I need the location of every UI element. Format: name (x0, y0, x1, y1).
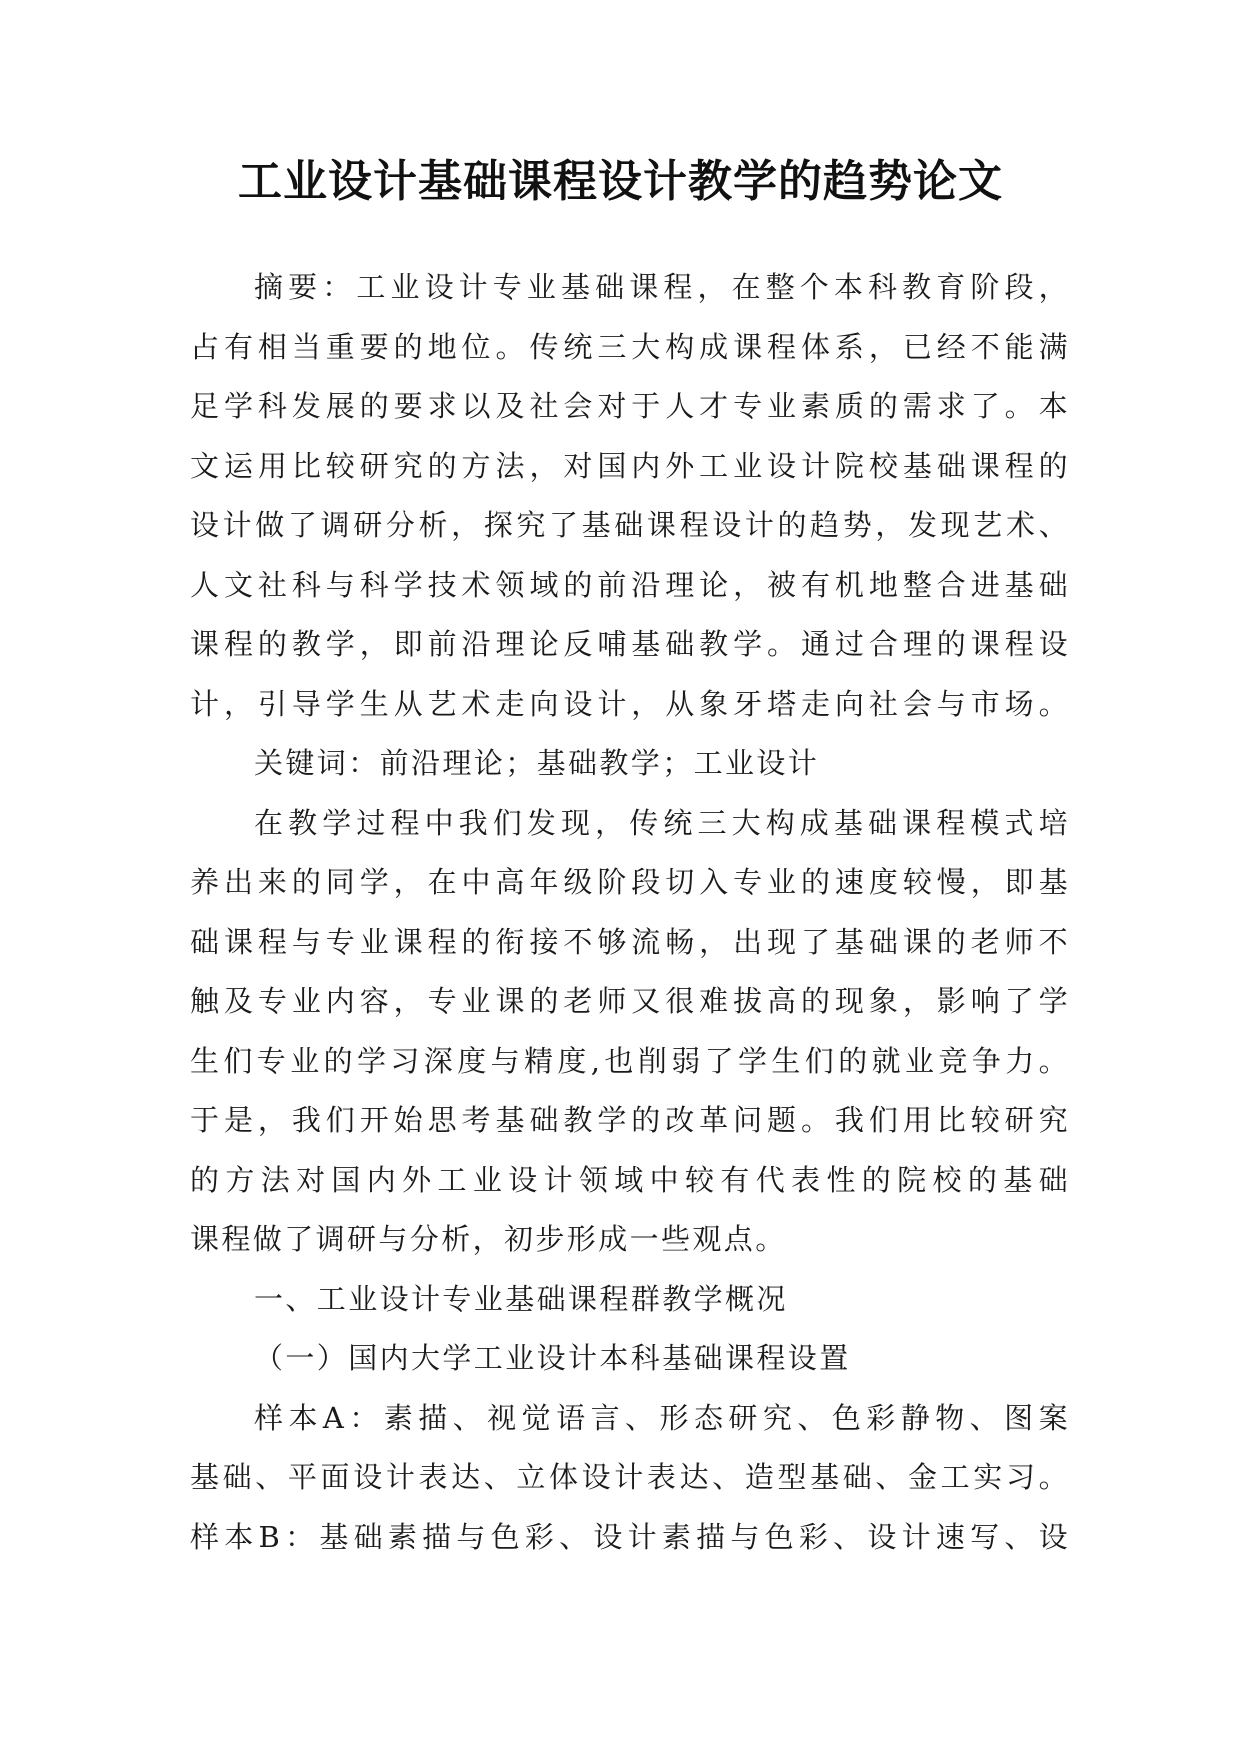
text-line: 于是，我们开始思考基础教学的改革问题。我们用比较研究 (190, 1103, 1070, 1137)
text-line: 课程的教学，即前沿理论反哺基础教学。通过合理的课程设 (190, 627, 1070, 661)
text-line: 样本B：基础素描与色彩、设计素描与色彩、设计速写、设 (190, 1519, 1070, 1554)
text-line: 触及专业内容，专业课的老师又很难拔高的现象，影响了学 (190, 984, 1070, 1018)
text-line: 础课程与专业课程的衔接不够流畅，出现了基础课的老师不 (190, 924, 1070, 959)
text-line: 计，引导学生从艺术走向设计，从象牙塔走向社会与市场。 (190, 686, 1070, 721)
text-line: 样本A：素描、视觉语言、形态研究、色彩静物、图案 (254, 1400, 1070, 1435)
keywords-line: 关键词：前沿理论；基础教学；工业设计 (254, 746, 820, 780)
section-heading: 一、工业设计专业基础课程群教学概况 (254, 1281, 788, 1316)
text-line: 占有相当重要的地位。传统三大构成课程体系，已经不能满 (190, 329, 1070, 364)
text-line: 文运用比较研究的方法，对国内外工业设计院校基础课程的 (190, 448, 1070, 483)
text-line: 生们专业的学习深度与精度,也削弱了学生们的就业竞争力。 (190, 1043, 1070, 1078)
text-line: 课程做了调研与分析，初步形成一些观点。 (190, 1222, 787, 1256)
document-body (190, 258, 1070, 1567)
text-line: 足学科发展的要求以及社会对于人才专业素质的需求了。本 (190, 389, 1070, 423)
document-title: 工业设计基础课程设计教学的趋势论文 (238, 156, 1003, 207)
text-line: 在教学过程中我们发现，传统三大构成基础课程模式培 (254, 805, 1070, 840)
subsection-heading: （一）国内大学工业设计本科基础课程设置 (254, 1341, 851, 1375)
text-line: 基础、平面设计表达、立体设计表达、造型基础、金工实习。 (190, 1460, 1070, 1494)
text-line: 设计做了调研分析，探究了基础课程设计的趋势，发现艺术、 (190, 508, 1070, 542)
text-line: 摘要：工业设计专业基础课程，在整个本科教育阶段， (254, 270, 1070, 304)
text-line: 人文社科与科学技术领域的前沿理论，被有机地整合进基础 (190, 567, 1070, 602)
text-line: 的方法对国内外工业设计领域中较有代表性的院校的基础 (190, 1162, 1070, 1197)
text-line: 养出来的同学，在中高年级阶段切入专业的速度较慢，即基 (190, 865, 1070, 899)
